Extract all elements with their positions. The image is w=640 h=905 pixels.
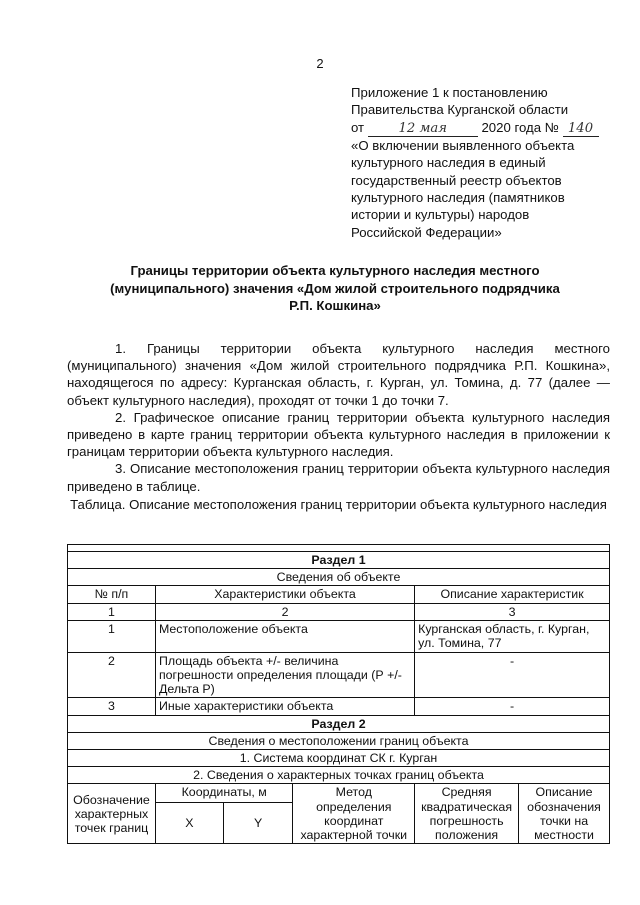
paragraph-2: 2. Графическое описание границ территории объекта культурного наследия приведено в карте границ территории объекта культурного наследия в приложении к границам территории объекта культурного наследия. (67, 409, 610, 460)
table-row (68, 586, 610, 603)
col-error: Средняя квадратическая погрешность положения (415, 784, 519, 844)
annex-line-2: Правительства Курганской области (351, 102, 569, 118)
annex-line-8: истории и культуры) народов (351, 207, 530, 223)
row-1-num: 1 (68, 620, 156, 652)
table-row (68, 620, 610, 652)
annex-date-line (351, 119, 613, 137)
body-text (67, 340, 610, 495)
row-3-char: Иные характеристики объекта (155, 698, 414, 715)
annex-line-1: Приложение 1 к постановлению (351, 85, 548, 100)
row-1-char: Местоположение объекта (155, 620, 414, 652)
handwritten-date: 12 мая (368, 122, 478, 137)
header-characteristics: Характеристики объекта (155, 586, 414, 603)
paragraph-3: 3. Описание местоположения границ территории объекта культурного наследия приведено в таблице. (67, 461, 610, 494)
annex-year-text: 2020 года № (481, 119, 559, 135)
table-row (68, 603, 610, 620)
row-3-num: 3 (68, 698, 156, 715)
annex-line-7: культурного наследия (памятников (351, 190, 565, 206)
table-row (68, 715, 610, 732)
table-row (68, 698, 610, 715)
coord-system-heading: 1. Система координат СК г. Курган (68, 750, 610, 767)
boundary-table (67, 544, 610, 844)
title-line-2: (муниципального) значения «Дом жилой строительного подрядчика (110, 280, 560, 296)
col-number-2: 2 (155, 603, 414, 620)
col-x: X (155, 803, 223, 844)
header-num: № п/п (68, 586, 156, 603)
table-row (68, 767, 610, 784)
table-row (68, 552, 610, 569)
paragraph-1: 1. Границы территории объекта культурного наследия местного (муниципального) значения «Дом жилой строительного подрядчика Р.П. Кошкина», находящегося по адресу: Курганская область, г. Курган, ул. Томина, д. 77 (далее — объект культурного наследия), проходят от точки 1 до точки 7. (67, 341, 610, 408)
table-row (68, 652, 610, 698)
annex-line-5: культурного наследия в единый (351, 155, 546, 171)
table-top-border-row (68, 545, 610, 552)
header-description: Описание характеристик (415, 586, 610, 603)
points-info-heading: 2. Сведения о характерных точках границ объекта (68, 767, 610, 784)
table-row (68, 750, 610, 767)
section-2-heading: Раздел 2 (68, 715, 610, 732)
col-coordinates: Координаты, м (155, 784, 293, 803)
location-info-heading: Сведения о местоположении границ объекта (68, 732, 610, 749)
handwritten-number: 140 (563, 122, 599, 137)
annex-line-6: государственный реестр объектов (351, 172, 562, 188)
annex-from-prefix: от (351, 119, 365, 135)
row-2-num: 2 (68, 652, 156, 698)
annex-line-9: Российской Федерации» (351, 224, 502, 240)
col-number-3: 3 (415, 603, 610, 620)
title-line-1: Границы территории объекта культурного наследия местного (130, 263, 540, 278)
title-line-3: Р.П. Кошкина» (289, 298, 381, 313)
table-row (68, 732, 610, 749)
annex-line-4: «О включении выявленного объекта (351, 137, 575, 153)
col-designation: Обозначение характерных точек границ (68, 784, 156, 844)
document-title (90, 262, 580, 315)
col-method: Метод определения координат характерной точки (293, 784, 415, 844)
col-y: Y (223, 803, 293, 844)
row-2-char: Площадь объекта +/- величина погрешности определения площади (Р +/- Дельта Р) (155, 652, 414, 698)
table-row (68, 784, 610, 803)
row-1-desc: Курганская область, г. Курган, ул. Томина, 77 (415, 620, 610, 652)
row-2-desc: - (415, 652, 610, 698)
table-caption: Таблица. Описание местоположения границ территории объекта культурного наследия (70, 497, 607, 512)
object-info-heading: Сведения об объекте (68, 569, 610, 586)
table-row (68, 569, 610, 586)
section-1-heading: Раздел 1 (68, 552, 610, 569)
row-3-desc: - (415, 698, 610, 715)
col-terrain: Описание обозначения точки на местности (519, 784, 610, 844)
page-number: 2 (316, 56, 324, 71)
annex-header (351, 84, 613, 241)
col-number-1: 1 (68, 603, 156, 620)
